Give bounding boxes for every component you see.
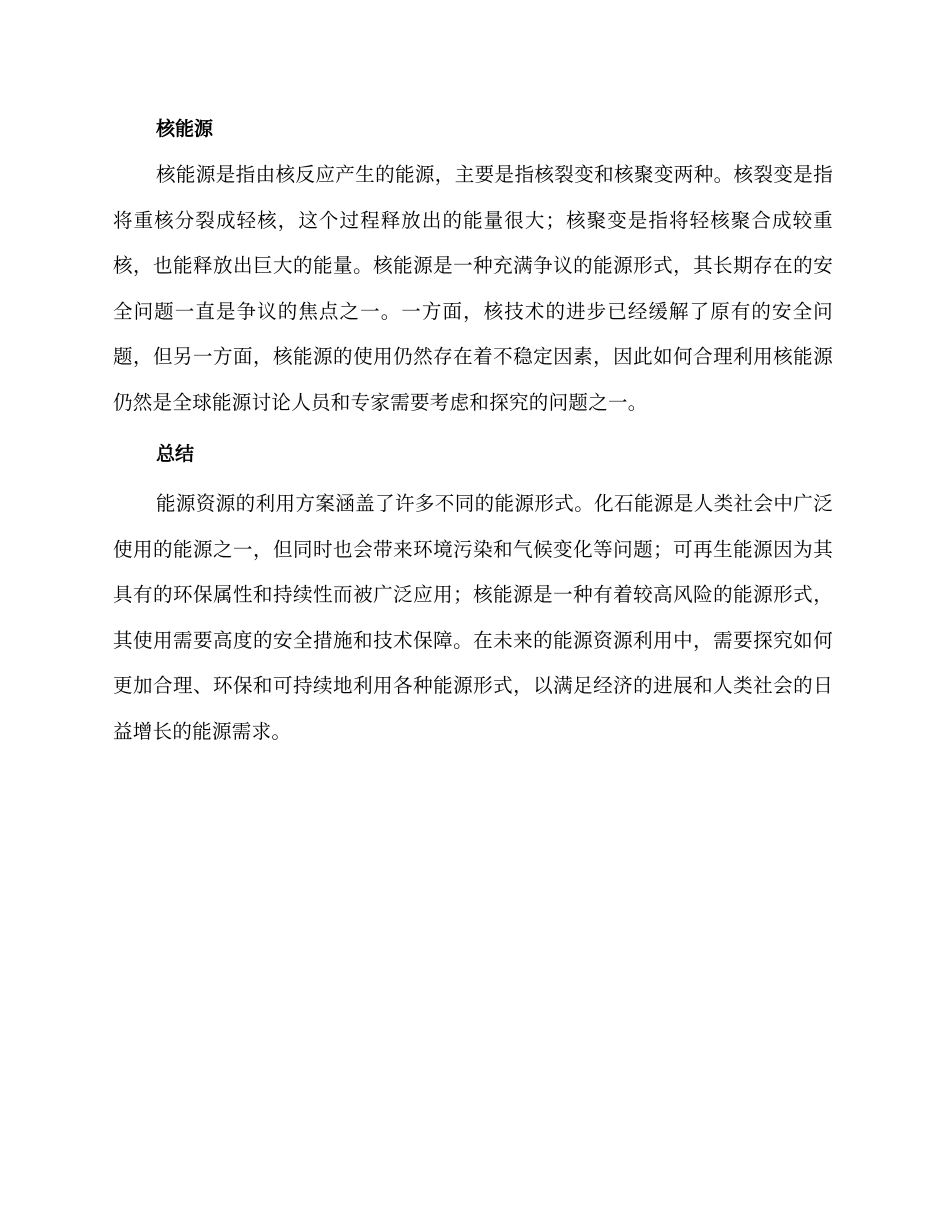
section-paragraph-summary: 能源资源的利用方案涵盖了许多不同的能源形式。化石能源是人类社会中广泛使用的能源之一，但同时也会带来环境污染和气候变化等问题；可再生能源因为其具有的环保属性和持续性而被广泛应用；核能源是一种有着较高风险的能源形式，其使用需要高度的安全措施和技术保障。在未来的能源资源利用中，需要探究如何更加合理、环保和可持续地利用各种能源形式，以满足经济的进展和人类社会的日益增长的能源需求。: [113, 492, 833, 743]
section-heading-summary: 总结: [156, 443, 195, 465]
document-body: [113, 108, 833, 754]
section-heading-nuclear-energy: 核能源: [156, 118, 214, 140]
section-paragraph-nuclear-energy: 核能源是指由核反应产生的能源，主要是指核裂变和核聚变两种。核裂变是指将重核分裂成轻核，这个过程释放出的能量很大；核聚变是指将轻核聚合成较重核，也能释放出巨大的能量。核能源是一种充满争议的能源形式，其长期存在的安全问题一直是争议的焦点之一。一方面，核技术的进步已经缓解了原有的安全问题，但另一方面，核能源的使用仍然存在着不稳定因素，因此如何合理利用核能源仍然是全球能源讨论人员和专家需要考虑和探究的问题之一。: [113, 163, 833, 414]
